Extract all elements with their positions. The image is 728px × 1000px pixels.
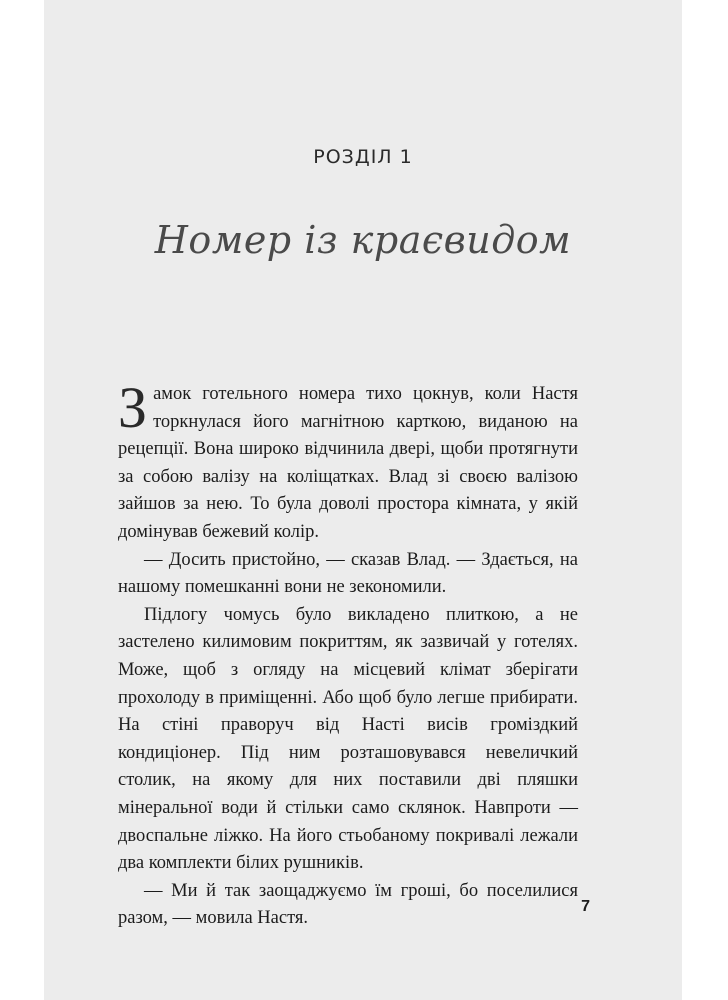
paragraph-text: амок готельного номера тихо цокнув, коли Настя торкнулася його магнітною карткою, виданою на рецепції. Вона широко відчинила двері, щоби протягнути за собою валізу на коліщатках. Влад зі своєю валізою зайшов за нею. То була доволі простора кімната, у якій домінував бежевий колір.: [118, 384, 578, 542]
chapter-label: РОЗДІЛ 1: [313, 146, 413, 168]
paragraph: [118, 375, 578, 547]
book-page: [44, 0, 682, 1000]
paragraph: — Ми й так заощаджуємо їм гроші, бо поселилися разом, — мовила Настя.: [118, 880, 578, 929]
chapter-title: Номер із краєвидом: [154, 218, 572, 262]
paragraph: — Досить пристойно, — сказав Влад. — Здається, на нашому помешканні вони не зекономили.: [118, 549, 578, 598]
drop-cap: З: [118, 375, 148, 440]
body-text: [118, 375, 578, 933]
page-number: 7: [581, 898, 590, 915]
paragraph: Підлогу чомусь було викладено плиткою, а не застелено килимовим покриттям, як зазвичай у готелях. Може, щоб з огляду на місцевий клімат зберігати прохолоду в приміщенні. Або щоб було легше прибирати. На стіні праворуч від Насті висів громіздкий кондиціонер. Під ним розташовувався невеличкий столик, на якому для них поставили дві пляшки мінеральної води й стільки само склянок. Навпроти — двоспальне ліжко. На його стьобаному покривалі лежали два комплекти білих рушників.: [118, 604, 578, 874]
